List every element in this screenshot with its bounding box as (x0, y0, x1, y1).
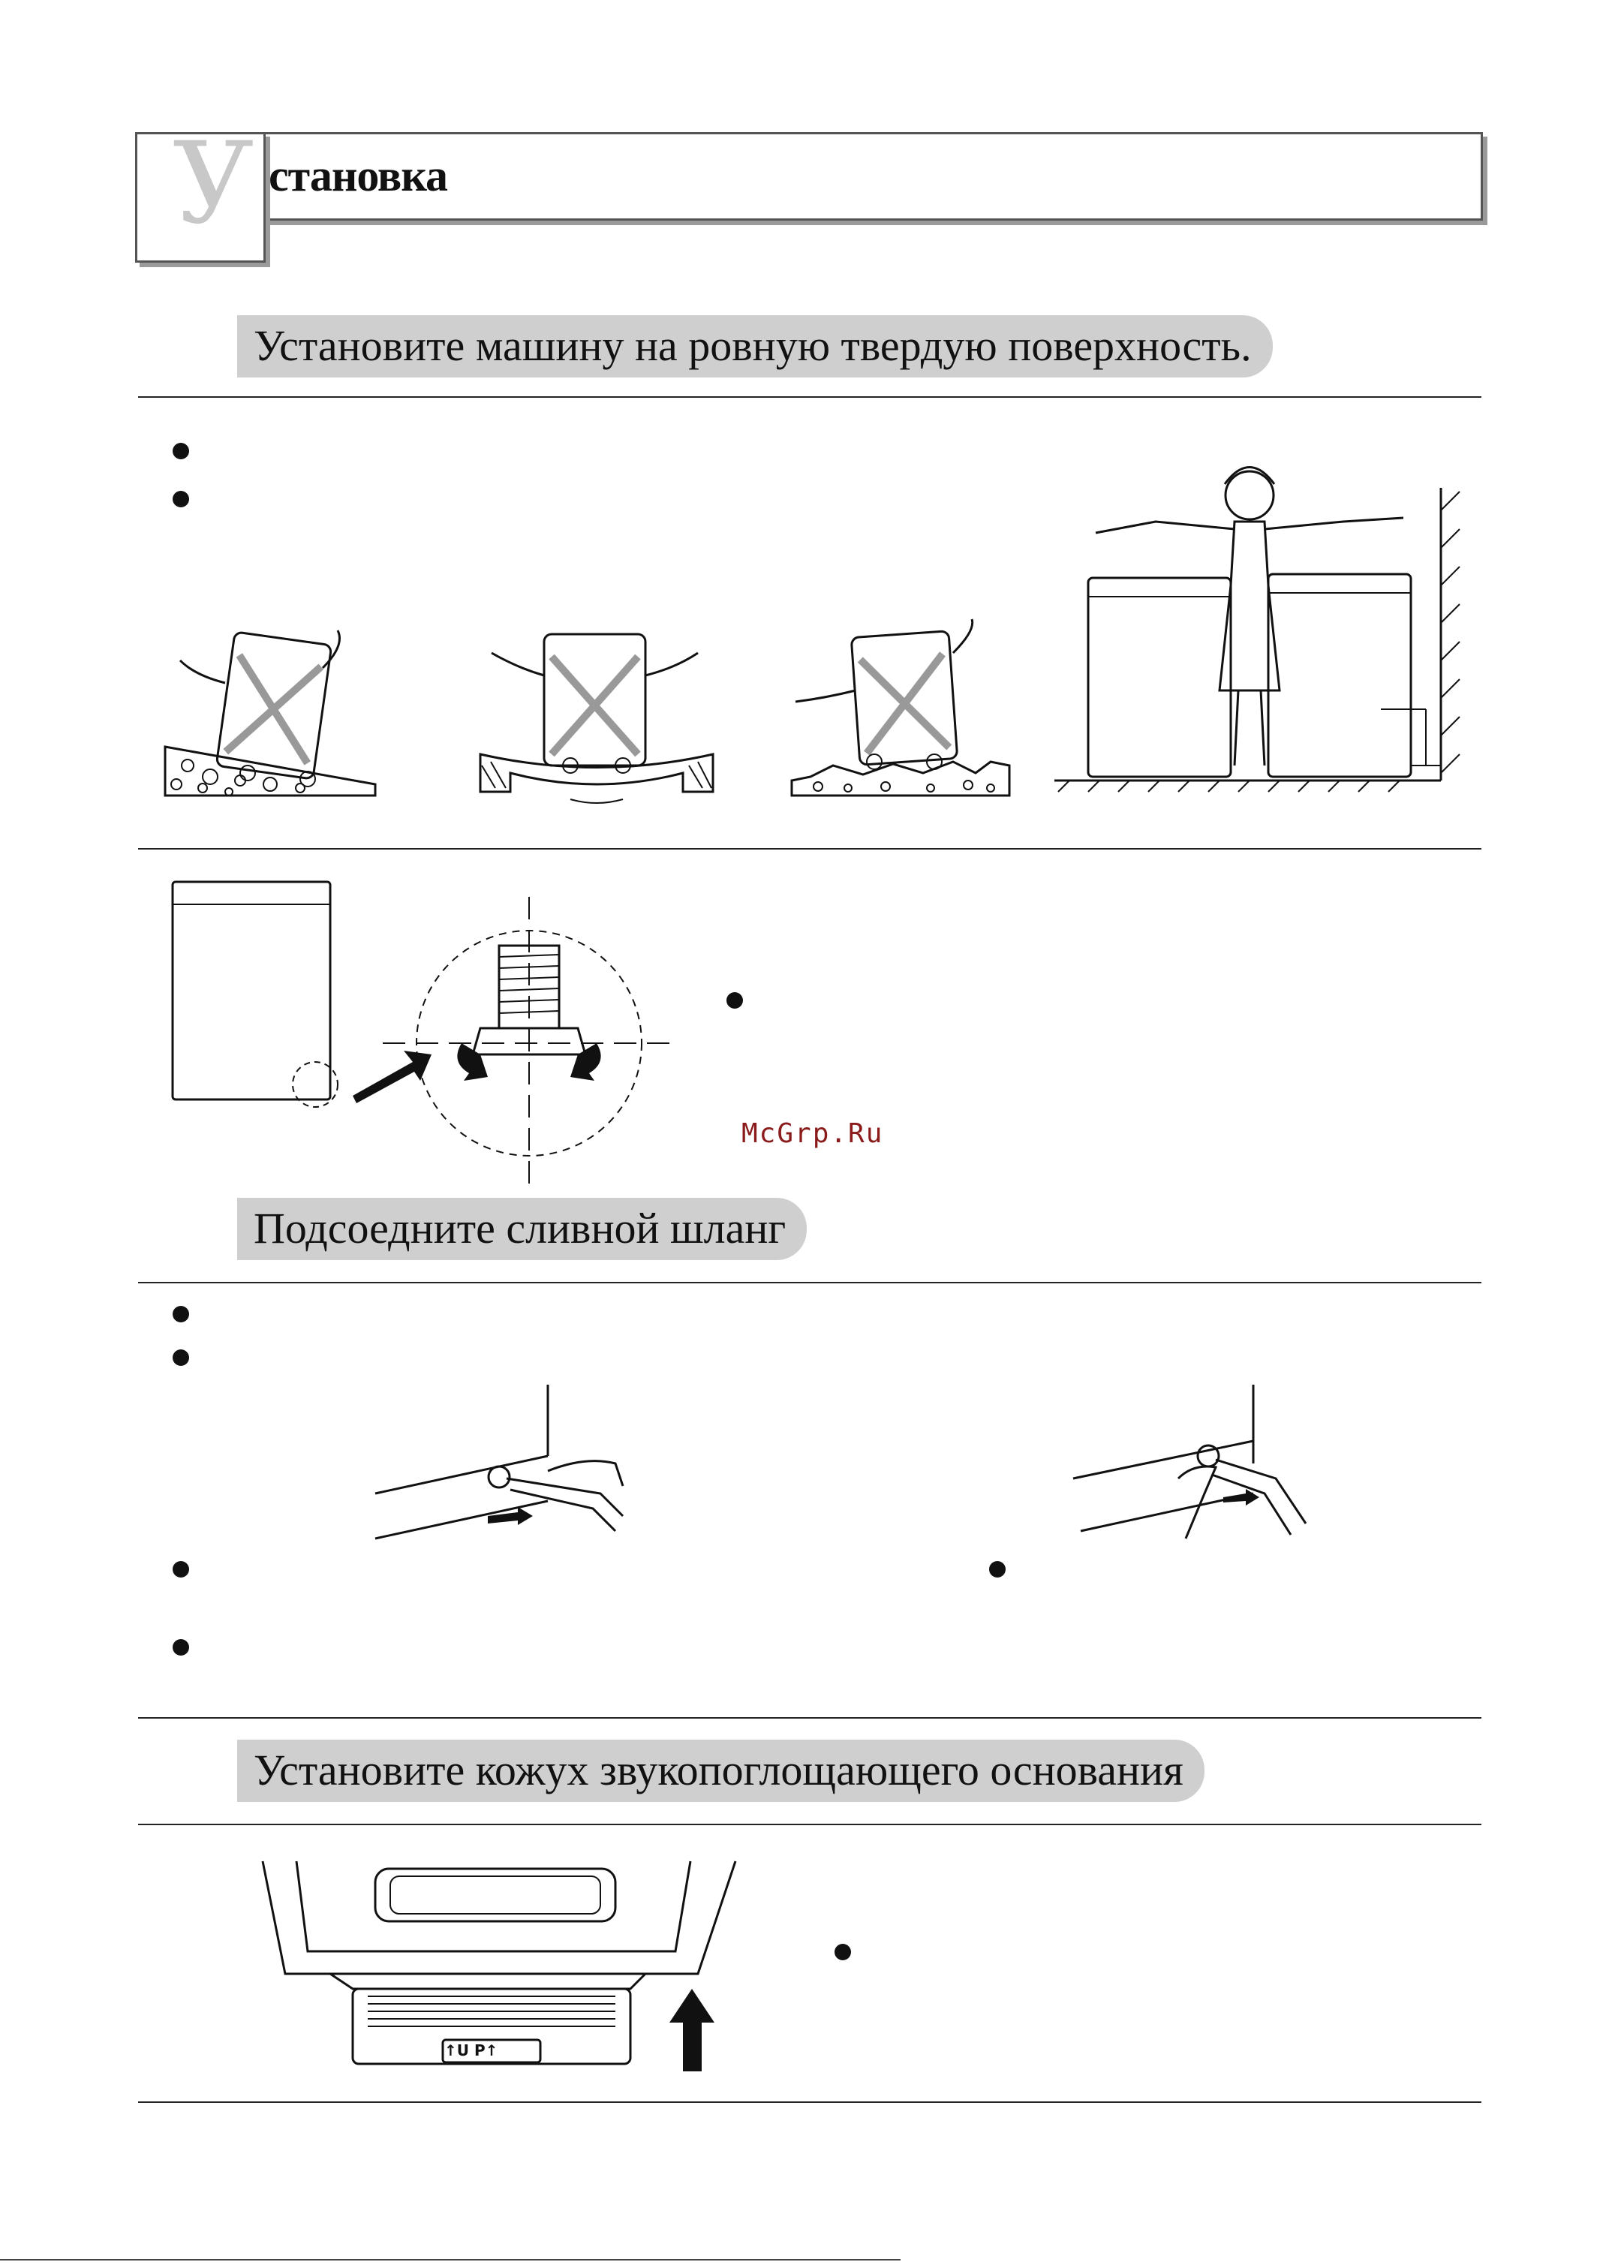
title-initial-letter: У (173, 119, 254, 249)
bullet (173, 443, 189, 459)
unlevel-uneven-illustration (788, 615, 1013, 803)
drain-hose-attach-illustration (368, 1381, 653, 1546)
bullet (173, 1639, 189, 1656)
section-title-drain-hose: Подсоедните сливной шланг (237, 1198, 807, 1260)
section-title-sound-cover: Установите кожух звукопоглощающего основания (237, 1740, 1204, 1802)
up-panel-label: ↑U P↑ (444, 2041, 498, 2059)
section-divider (138, 2101, 1481, 2103)
bullet (173, 1561, 189, 1578)
page-title: становка (269, 151, 447, 200)
section-divider (138, 1282, 1481, 1283)
bullet (173, 491, 189, 507)
drain-hose-clamp-illustration (1066, 1381, 1321, 1546)
bullet (173, 1349, 189, 1366)
clearance-illustration (1051, 450, 1471, 803)
bullet (989, 1561, 1006, 1578)
bullet (173, 1306, 189, 1322)
section-divider (138, 1717, 1481, 1719)
unlevel-curved-illustration (473, 615, 720, 803)
section-divider (138, 848, 1481, 850)
footer-rule (0, 2259, 901, 2260)
section-title-level-surface: Установите машину на ровную твердую поверхность. (237, 315, 1273, 377)
bullet (726, 992, 743, 1009)
section-divider (138, 396, 1481, 398)
leveling-foot-illustration (165, 871, 690, 1193)
bullet (835, 1944, 851, 1960)
unlevel-slope-illustration (158, 615, 398, 803)
watermark: McGrp.Ru (741, 1118, 884, 1149)
section-divider (138, 1824, 1481, 1825)
